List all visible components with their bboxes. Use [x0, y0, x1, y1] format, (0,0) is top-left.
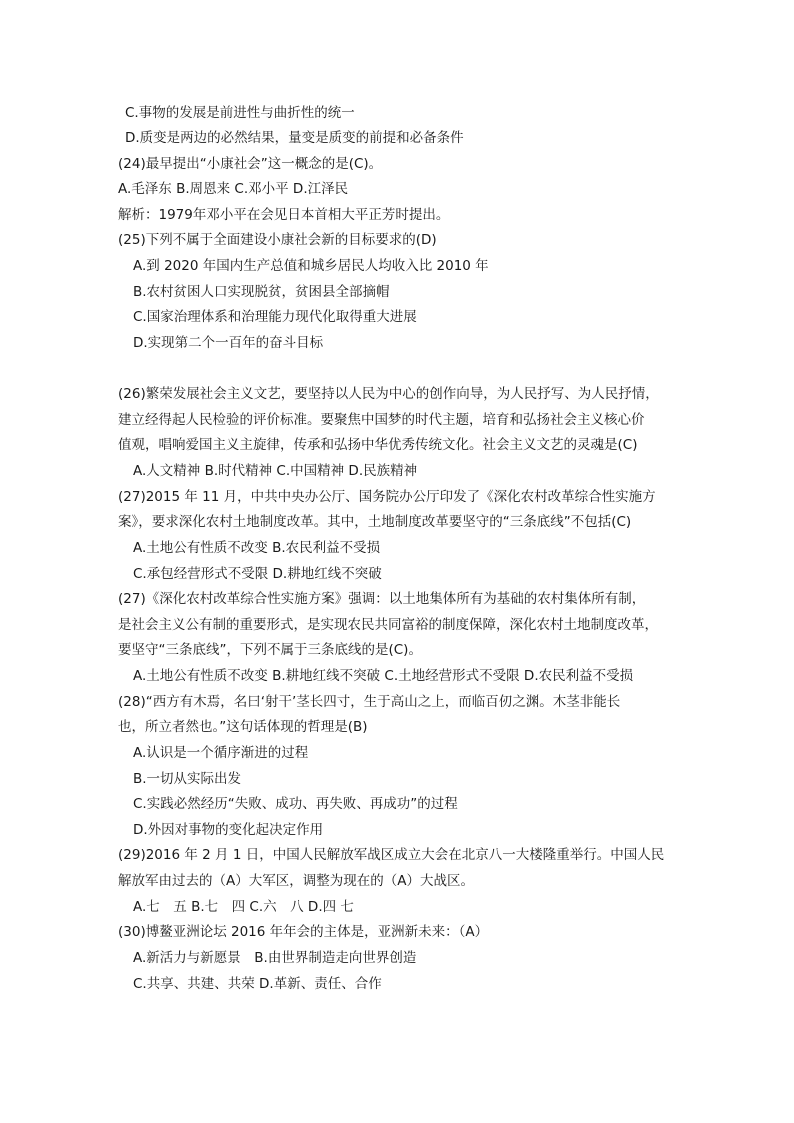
question-28-option-d: D.外因对事物的变化起决定作用 [133, 822, 324, 838]
question-29-line-2: 解放军由过去的（A）大军区，调整为现在的（A）大战区。 [118, 873, 474, 889]
question-24-analysis: 解析：1979年邓小平在会见日本首相大平正芳时提出。 [118, 207, 450, 223]
question-30-options-cd: C.共享、共建、共荣 D.革新、责任、合作 [133, 976, 382, 992]
question-28-line-2: 也，所立者然也。”这句话体现的哲理是(B) [118, 719, 368, 735]
question-25-option-d: D.实现第二个一百年的奋斗目标 [133, 335, 324, 351]
question-27b-line-1: (27)《深化农村改革综合性实施方案》强调：以土地集体所有为基础的农村集体所有制， [118, 591, 646, 607]
question-28-option-b: B.一切从实际出发 [133, 771, 242, 787]
question-28-option-c: C.实践必然经历“失败、成功、再失败、再成功”的过程 [133, 796, 458, 812]
question-24-options: A.毛泽东 B.周恩来 C.邓小平 D.江泽民 [118, 181, 349, 197]
question-27b-options: A.土地公有性质不改变 B.耕地红线不突破 C.土地经营形式不受限 D.农民利益不受损 [133, 668, 634, 684]
question-27b-line-2: 是社会主义公有制的重要形式，是实现农民共同富裕的制度保障，深化农村土地制度改革， [118, 617, 658, 633]
question-27a-options-cd: C.承包经营形式不受限 D.耕地红线不突破 [133, 566, 382, 582]
question-25-option-a: A.到 2020 年国内生产总值和城乡居民人均收入比 2010 年 [133, 258, 489, 274]
question-27a-line-1: (27)2015 年 11 月，中共中央办公厅、国务院办公厅印发了《深化农村改革综合性实施方 [118, 489, 656, 505]
question-26-line-2: 建立经得起人民检验的评价标准。要聚焦中国梦的时代主题，培育和弘扬社会主义核心价 [118, 412, 645, 428]
question-27b-line-3: 要坚守“三条底线”，下列不属于三条底线的是(C)。 [118, 642, 422, 658]
question-27a-line-2: 案》，要求深化农村土地制度改革。其中，土地制度改革要坚守的“三条底线”不包括(C) [118, 514, 632, 530]
question-26-line-1: (26)繁荣发展社会主义文艺，要坚持以人民为中心的创作向导，为人民抒写、为人民抒情， [118, 386, 659, 402]
question-29-options: A.七 五 B.七 四 C.六 八 D.四 七 [133, 899, 354, 915]
question-26-options: A.人文精神 B.时代精神 C.中国精神 D.民族精神 [133, 463, 418, 479]
option-c-line: C.事物的发展是前进性与曲折性的统一 [125, 105, 355, 121]
question-30-options-ab: A.新活力与新愿景 B.由世界制造走向世界创造 [133, 950, 417, 966]
question-28-line-1: (28)“西方有木焉，名曰‘射干’茎长四寸，生于高山之上，而临百仞之渊。木茎非能长 [118, 694, 621, 710]
question-24: (24)最早提出“小康社会”这一概念的是(C)。 [118, 156, 383, 172]
option-d-line: D.质变是两边的必然结果，量变是质变的前提和必备条件 [125, 130, 464, 146]
question-25-option-c: C.国家治理体系和治理能力现代化取得重大进展 [133, 309, 417, 325]
question-29-line-1: (29)2016 年 2 月 1 日，中国人民解放军战区成立大会在北京八一大楼隆重举行。中国人民 [118, 847, 665, 863]
question-27a-options-ab: A.土地公有性质不改变 B.农民利益不受损 [133, 540, 381, 556]
question-25: (25)下列不属于全面建设小康社会新的目标要求的(D) [118, 232, 437, 248]
question-30: (30)博鳌亚洲论坛 2016 年年会的主体是，亚洲新未来：（A） [118, 924, 489, 940]
question-28-option-a: A.认识是一个循序渐进的过程 [133, 745, 309, 761]
question-25-option-b: B.农村贫困人口实现脱贫，贫困县全部摘帽 [133, 284, 390, 300]
question-26-line-3: 值观，唱响爱国主义主旋律，传承和弘扬中华优秀传统文化。社会主义文艺的灵魂是(C) [118, 437, 638, 453]
